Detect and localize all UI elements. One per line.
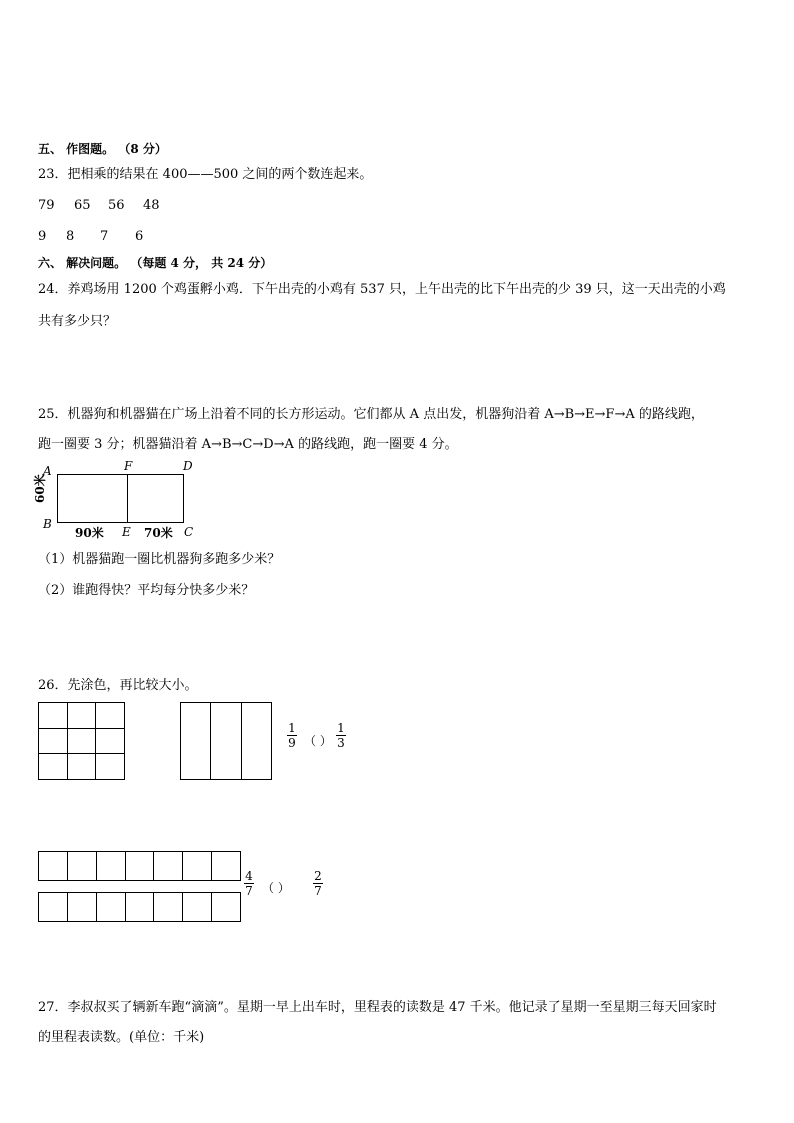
fraction-1-9 [287, 721, 297, 750]
denominator: 7 [314, 884, 322, 898]
q23-num: 79 [38, 198, 55, 213]
rectangle-abcd [57, 474, 184, 523]
q24-line2: 共有多少只？ [38, 314, 117, 329]
denominator: 7 [245, 884, 253, 898]
q23-num: 65 [74, 198, 91, 213]
q25-line1: 25．机器狗和机器猫在广场上沿着不同的长方形运动。它们都从 A 点出发，机器狗沿着 A→B→E→F→A 的路线跑， [38, 407, 704, 422]
q23-num: 8 [66, 229, 75, 244]
q23-num: 9 [38, 229, 47, 244]
q25-sub2: （2）谁跑得快？平均每分快多少米？ [38, 583, 255, 598]
q23-text: 23．把相乘的结果在 400——500 之间的两个数连起来。 [38, 167, 373, 182]
grid-3x3[interactable] [38, 702, 125, 780]
point-e-label: E [122, 525, 131, 539]
q27-line2: 的里程表读数。(单位：千米) [38, 1030, 205, 1045]
numerator: 4 [245, 869, 253, 883]
numerator: 1 [337, 721, 345, 735]
grid-1x7-bottom[interactable] [38, 892, 241, 922]
denominator: 9 [288, 736, 296, 750]
point-d-label: D [183, 459, 193, 473]
q27-line1: 27．李叔叔买了辆新车跑“滴滴”。星期一早上出车时，里程表的读数是 47 千米。他记录了星期一至星期三每天回家时 [38, 1000, 717, 1015]
point-b-label: B [43, 517, 52, 531]
compare-blank-2[interactable]: （ ） [262, 881, 290, 895]
q24-line1: 24．养鸡场用 1200 个鸡蛋孵小鸡．下午出壳的小鸡有 537 只，上午出壳的比下午出壳的少 39 只，这一天出壳的小鸡 [38, 282, 726, 297]
q23-num: 7 [100, 229, 109, 244]
bottom-label-70: 70米 [144, 526, 173, 540]
q26-text: 26．先涂色，再比较大小。 [38, 678, 198, 693]
point-a-label: A [43, 464, 52, 478]
q25-line2: 跑一圈要 3 分；机器猫沿着 A→B→C→D→A 的路线跑，跑一圈要 4 分。 [38, 437, 458, 452]
numerator: 1 [288, 721, 296, 735]
fraction-1-3 [336, 721, 346, 750]
q23-num: 6 [135, 229, 144, 244]
section-5-title: 五、 作图题。 （8 分） [38, 142, 167, 156]
denominator: 3 [337, 736, 345, 750]
grid-1x3[interactable] [180, 702, 272, 780]
q23-num: 56 [108, 198, 125, 213]
point-f-label: F [124, 459, 133, 473]
q23-num: 48 [143, 198, 160, 213]
bottom-label-90: 90米 [75, 526, 104, 540]
q25-sub1: （1）机器猫跑一圈比机器狗多跑多少米？ [38, 552, 281, 567]
side-label-60: 60米 [33, 474, 47, 503]
compare-blank-1[interactable]: （ ） [304, 734, 332, 748]
point-c-label: C [184, 525, 194, 539]
numerator: 2 [314, 869, 322, 883]
segment-ef [127, 474, 128, 522]
fraction-2-7 [313, 869, 323, 898]
fraction-4-7 [244, 869, 254, 898]
section-6-title: 六、 解决问题。 （每题 4 分， 共 24 分） [38, 256, 273, 270]
grid-1x7-top[interactable] [38, 851, 241, 881]
